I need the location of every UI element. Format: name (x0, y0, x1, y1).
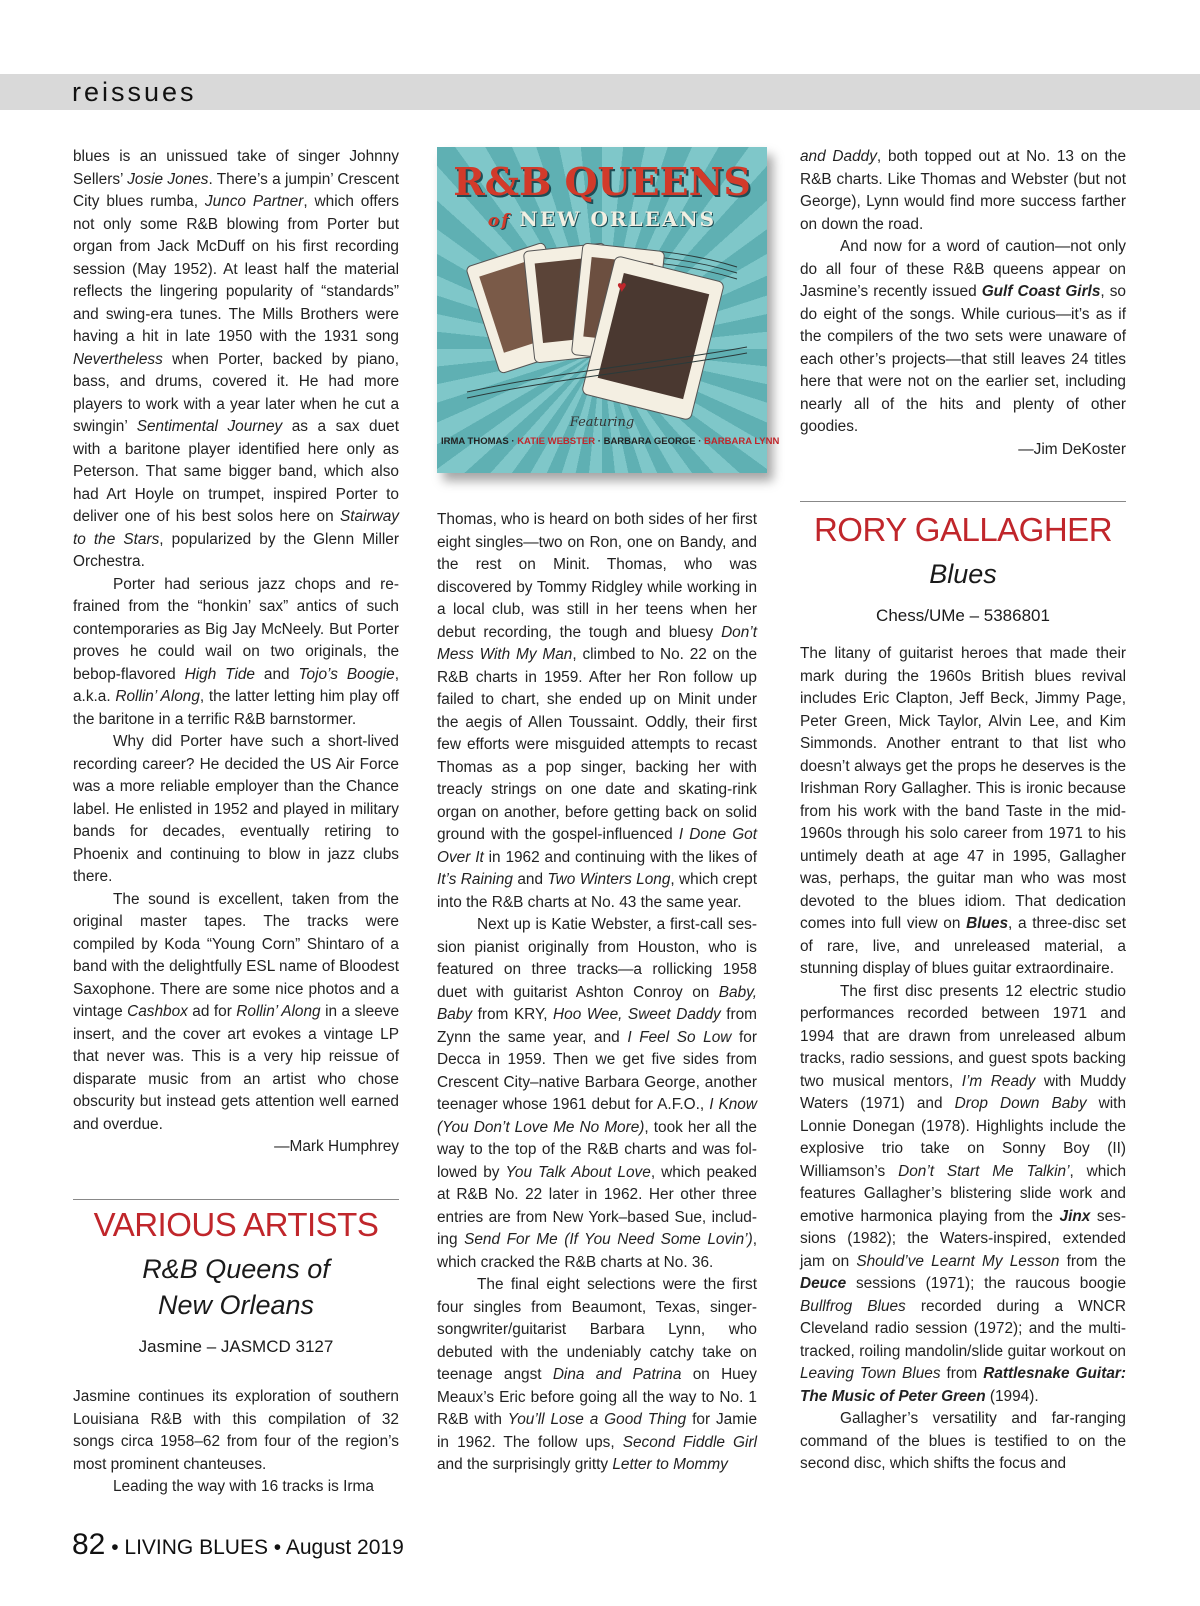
paragraph: The sound is excellent, taken from the original master tapes. The tracks were compiled by Koda “Young Corn” Shintaro of a band with the delightfully ESL name of Bloodest Saxophone. There are some nice photos and a vintage Cashbox ad for Rollin’ Along in a sleeve insert, and the cover art evokes a vintage LP that never was. This is a very hip reissue of disparate music from an artist who chose obscurity but instead gets attention well earned and overdue. (73, 890, 399, 1133)
cover-subtitle-text: NEW ORLEANS (519, 207, 717, 231)
cover-artist: BARBARA LYNN (704, 436, 780, 447)
artist-heading: RORY GALLAGHER (813, 511, 1113, 548)
album-title-line-1: R&B Queens of (142, 1254, 330, 1284)
divider (73, 1199, 399, 1200)
album-title: Blues (929, 559, 997, 589)
cover-artist-list: IRMA THOMAS · KATIE WEBSTER · BARBARA GEORGE · BARBARA LYNN (441, 436, 780, 447)
divider (800, 501, 1126, 502)
record-label: Chess/UMe – 5386801 (876, 606, 1050, 625)
paragraph: Jasmine continues its exploration of southern Louisiana R&B with this compilation of 32 songs circa 1958–62 from four of the region’s most prominent chanteuses. (73, 1388, 399, 1473)
cover-subtitle-prefix: of (487, 211, 511, 231)
paragraph: Next up is Katie Webster, a first-call session pianist originally from Houston, who is featured on three tracks—a rollicking 1958 duet with guitarist Ashton Conroy on Baby, Baby from KRY, Hoo Wee, Sweet Daddy from Zynn the same year, and I Feel So Low for Decca in 1959. Then we get five sides from Crescent City–native Barbara George, another teenager whose 1961 debut for A.F.O., I Know (You Don’t Love Me No More), took her all the way to the top of the R&B charts and was followed by You Talk About Love, which peaked at R&B No. 22 later in 1962. Her other three entries are from New York–based Sue, including Send For Me (If You Need Some Lovin’), which cracked the R&B charts at No. 36. (437, 916, 757, 1271)
column-3 (800, 146, 1126, 461)
page-footer (72, 1528, 404, 1562)
review-heading-block (73, 1205, 399, 1359)
page-number: 82 (72, 1528, 106, 1561)
paragraph: The litany of guitarist heroes that made their mark during the 1960s British blues revival includes Eric Clapton, Jeff Beck, Jimmy Page, Peter Green, Mick Taylor, Alvin Lee, and Kim Simmonds. Another entrant to that list who doesn’t always get the props he deserves is the Irishman Rory Gallagher. This is ironic because from his work with the band Taste in the mid-1960s through his solo career from 1971 to his untimely death at age 47 in 1995, Gallagher was, perhaps, the guitar man who was most devoted to the blues idiom. That dedication comes into full view on Blues, a three-disc set of rare, live, and unreleased material, a stunning display of blues guitar extraordinaire. (800, 645, 1126, 977)
album-title-line-2: New Orleans (157, 1290, 315, 1320)
cover-artist: KATIE WEBSTER (517, 436, 596, 447)
paragraph: Gallagher’s versatility and far-ranging command of the blues is testified to on the second disc, which shifts the focus and (800, 1410, 1126, 1472)
cover-artist: BARBARA GEORGE (603, 436, 696, 447)
album-cover (437, 147, 780, 473)
paragraph: Thomas, who is heard on both sides of her first eight singles—two on Ron, one on Bandy, and the rest on Minit. Thomas, who was discovered by Tommy Ridgley while working in a local club, was still in her teens when her debut recording, the tough and bluesy Don’t Mess With My Man, climbed to No. 22 on the R&B charts in 1959. After her Ron follow up failed to chart, she ended up on Minit under the aegis of Allen Toussaint. Oddly, their first few efforts were misguided attempts to recast Thomas as a pop singer, backing her with treacly strings on one date and skating-rink organ on another, before getting back on solid ground with the gospel-influenced I Done Got Over It in 1962 and continuing with the likes of It’s Raining and Two Winters Long, which crept into the R&B charts at No. 43 the same year. (437, 511, 757, 911)
column-2 (437, 509, 757, 1477)
paragraph: The first disc presents 12 electric studio performances recorded between 1971 and 1994 that are drawn from unreleased album tracks, radio sessions, and guest spots backing two musical mentors, I’m Ready with Muddy Waters (1971) and Drop Down Baby with Lonnie Donegan (1978). Highlights include the explosive trio take on Sonny Boy (II) Williamson’s Don’t Start Me Talkin’, which features Gallagher’s blistering slide work and emotive harmonica playing from the Jinx sessions (1982); the Waters-inspired, extended jam on Should’ve Learnt My Lesson from the Deuce sessions (1971); the raucous boogie Bullfrog Blues recorded during a WNCR Cleveland radio session (1972); and the multitracked, roiling mandolin/slide guitar workout on Leaving Town Blues from Rattlesnake Guitar: The Music of Peter Green (1994). (800, 982, 1127, 1405)
paragraph: Porter had serious jazz chops and refrained from the “honkin’ sax” antics of such contemporaries as Big Jay McNeely. But Porter proves he could wail on two originals, the bebop-flavored High Tide and Tojo’s Boogie, a.k.a. Rollin’ Along, the latter letting him play off the baritone in a terrific R&B barnstormer. (73, 575, 400, 728)
column-1 (73, 146, 399, 1159)
review-heading-block (800, 510, 1126, 628)
reviewer-signature: —Mark Humphrey (274, 1138, 399, 1155)
record-label: Jasmine – JASMCD 3127 (138, 1337, 334, 1356)
reviewer-signature: —Jim DeKoster (1018, 440, 1126, 458)
footer-text: • LIVING BLUES • August 2019 (111, 1536, 404, 1559)
column-1-bottom (73, 1386, 399, 1499)
paragraph: blues is an unissued take of singer Johnny Sellers’ Josie Jones. There’s a jumpin’ Crescent City blues rumba, Junco Partner, which offers not only some R&B blowing from Porter but organ from Jack McDuff on his first recording session (May 1952). At least half the material reflects the lingering popularity of “standards” and swing-era tunes. The Mills Brothers were having a hit in late 1950 with the 1931 song Nevertheless when Porter, backed by piano, bass, and drums, covered it. He had more players to work with a year later when he cut a swingin’ Sentimental Journey as a sax duet with a baritone player identified here only as Peterson. That same bigger band, which also had Art Hoyle on trumpet, inspired Porter to deliver one of his best solos here on Stairway to the Stars, popularized by the Glenn Miller Orchestra. (73, 148, 399, 570)
section-title: reissues (72, 77, 197, 107)
artist-heading: VARIOUS ARTISTS (93, 1206, 379, 1243)
svg-text:♥: ♥ (617, 279, 627, 296)
cover-featuring: Featuring (569, 415, 635, 430)
paragraph: Why did Porter have such a short-lived recording career? He decided the US Air Force was a more reliable employer than the Chance label. He enlisted in 1952 and played in military bands for decades, eventually retiring to Phoenix and continuing to blow in jazz clubs there. (73, 733, 399, 885)
paragraph: and Daddy, both topped out at No. 13 on the R&B charts. Like Thomas and Webster (but not George), Lynn would find more success farther on down the road. (800, 148, 1126, 233)
paragraph: And now for a word of caution—not only do all four of these R&B queens appear on Jasmine’s recently issued Gulf Coast Girls, so do eight of the songs. While curious—it’s as if the compilers of the two sets were unaware of each other’s projects—that still leaves 24 titles here that were not on the earlier set, including nearly all of the hits and plenty of other goodies. (800, 238, 1126, 435)
section-band (0, 74, 1200, 110)
paragraph: Leading the way with 16 tracks is Irma (113, 1478, 374, 1495)
paragraph: The final eight selections were the first four singles from Beaumont, Texas, singer-songwriter/guitarist Barbara Lynn, who debuted with the undeniably catchy take on teenage angst Dina and Patrina on Huey Meaux’s Eric before going all the way to No. 1 R&B with You’ll Lose a Good Thing for Jamie in 1962. The follow ups, Second Fiddle Girl and the surprisingly gritty Letter to Mommy (437, 1276, 758, 1473)
cover-artist: IRMA THOMAS (441, 436, 509, 447)
column-3-bottom (800, 643, 1126, 1476)
cover-title: R&B QUEENS (453, 159, 751, 204)
